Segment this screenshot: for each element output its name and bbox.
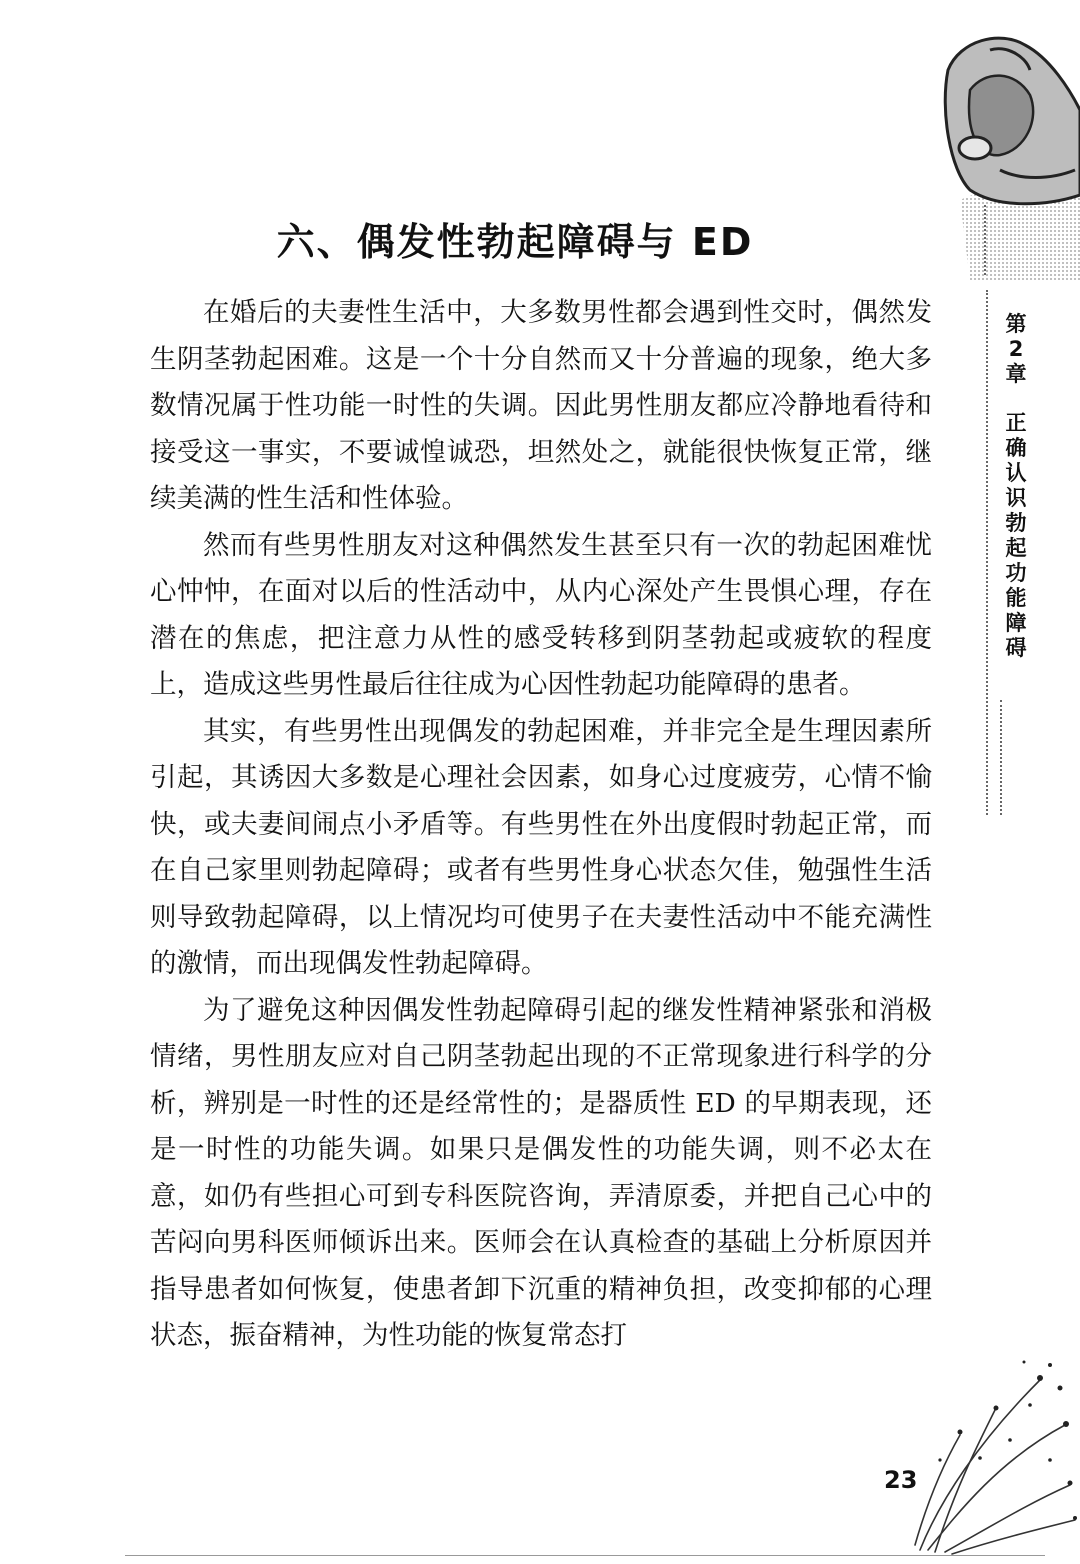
paragraph: 在婚后的夫妻性生活中，大多数男性都会遇到性交时，偶然发生阴茎勃起困难。这是一个十分自然而又十分普遍的现象，绝大多数情况属于性功能一时性的失调。因此男性朋友都应冷静地看待和接受这一事实，不要诚惶诚恐，坦然处之，就能很快恢复正常，继续美满的性生活和性体验。 bbox=[150, 297, 932, 514]
paragraph: 然而有些男性朋友对这种偶然发生甚至只有一次的勃起困难忧心忡忡，在面对以后的性活动中，从内心深处产生畏惧心理，存在潜在的焦虑，把注意力从性的感受转移到阴茎勃起或疲软的程度上，造成这些男性最后往往成为心因性勃起功能障碍的患者。 bbox=[150, 529, 932, 700]
chapter-title-char: 功 bbox=[1005, 561, 1027, 585]
paragraph: 为了避免这种因偶发性勃起障碍引起的继发性精神紧张和消极情绪，男性朋友应对自己阴茎勃起出现的不正常现象进行科学的分析，辨别是一时性的还是经常性的；是器质性 ED 的早期表现，还是一时性的功能失调。如果只是偶发性的功能失调，则不必太在意，如仍有些担心可到专科医院咨询，弄清原委，并把自己心中的苦闷向男科医师倾诉出来。医师会在认真检查的基础上分析原因并指导患者如何恢复，使患者卸下沉重的精神负担，改变抑郁的心理状态，振奋精神，为性功能的恢复常态打 bbox=[150, 994, 932, 1351]
chapter-label-char: 章 bbox=[1005, 362, 1027, 386]
chapter-title-char: 识 bbox=[1005, 486, 1027, 510]
side-divider-top bbox=[984, 205, 986, 275]
chapter-number: 2 bbox=[1008, 337, 1024, 361]
section-title: 六、偶发性勃起障碍与 ED bbox=[276, 220, 754, 264]
chapter-title-char: 认 bbox=[1005, 461, 1027, 485]
chapter-title-char: 能 bbox=[1005, 586, 1027, 610]
body-text bbox=[150, 290, 932, 1360]
chapter-title-char: 障 bbox=[1005, 611, 1027, 635]
chapter-corner-illustration bbox=[930, 30, 1080, 280]
page-number: 23 bbox=[884, 1466, 918, 1494]
chapter-title-char: 碍 bbox=[1005, 636, 1027, 660]
chapter-title-char: 确 bbox=[1005, 436, 1027, 460]
page-bottom-rule bbox=[125, 1555, 1045, 1556]
decorative-sparkle-lines bbox=[900, 1340, 1080, 1555]
chapter-label-char: 第 bbox=[1005, 312, 1027, 336]
chapter-title-char: 起 bbox=[1005, 536, 1027, 560]
chapter-title-char: 勃 bbox=[1005, 511, 1027, 535]
chapter-side-title bbox=[996, 312, 1036, 661]
side-divider-right bbox=[1000, 700, 1002, 815]
side-divider-left bbox=[986, 290, 988, 815]
paragraph: 其实，有些男性出现偶发的勃起困难，并非完全是生理因素所引起，其诱因大多数是心理社会因素，如身心过度疲劳，心情不愉快，或夫妻间闹点小矛盾等。有些男性在外出度假时勃起正常，而在自己家里则勃起障碍；或者有些男性身心状态欠佳，勉强性生活则导致勃起障碍，以上情况均可使男子在夫妻性活动中不能充满性的激情，而出现偶发性勃起障碍。 bbox=[150, 715, 932, 979]
chapter-title-char: 正 bbox=[1005, 411, 1027, 435]
